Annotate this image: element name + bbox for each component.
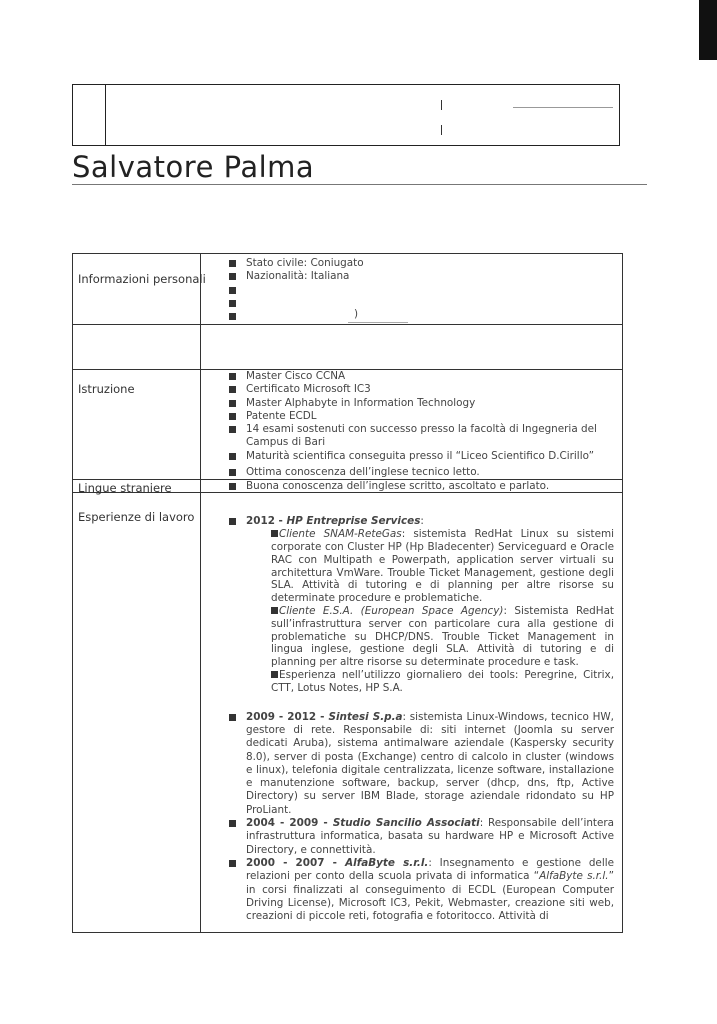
square-bullet-icon	[229, 400, 236, 407]
job-subitem: Cliente E.S.A. (European Space Agency): Sistemista RedHat sull’infrastruttura server con particolare cura alla gestione di problematiche su DHCP/DNS. Trouble Ticket Management in lingua inglese, gestione degli SLA. Attività di tutoring e di planning per altre risorse su determinate procedure e task.	[271, 605, 615, 669]
square-bullet-icon	[229, 260, 236, 267]
list-item	[229, 257, 614, 270]
list-item: Buona conoscenza dell’inglese scritto, ascoltato e parlato.	[229, 480, 614, 493]
square-bullet-icon	[229, 469, 236, 476]
job-item: 2009 - 2012 - Sintesi S.p.a: sistemista Linux-Windows, tecnico HW, gestore di rete. Responsabile di: siti internet (Joomla su server dedicati Aruba), sistema antimalware aziendale (Kaspersky security 8.0), server di posta (Exchange) centro di calcolo in cluster (windows e linux), telefonia digitale centralizzata, licenze software, installazione e manutenzione software, backup, server (dhcp, dns, ftp, Active Directory) su server IBM Blade, storage aziendale ridondato su HP ProLiant.	[229, 711, 614, 817]
list-item	[229, 270, 614, 283]
title-rule	[72, 184, 647, 185]
header-box-divider	[105, 85, 106, 145]
list-item	[229, 297, 614, 310]
square-bullet-icon	[229, 518, 236, 525]
square-bullet-icon	[271, 530, 278, 537]
square-bullet-icon	[229, 483, 236, 490]
square-bullet-icon	[229, 714, 236, 721]
list-item: Ottima conoscenza dell’inglese tecnico letto.	[229, 466, 614, 479]
square-bullet-icon	[271, 607, 278, 614]
education-list	[229, 370, 614, 463]
job-item: 2000 - 2007 - AlfaByte s.r.l.: Insegnamento e gestione delle relazioni per conto della scuola privata di informatica “AlfaByte s.r.l.” in corsi finalizzati al conseguimento di ECDL (European Computer Driving License), Microsoft IC3, Pekit, Webmaster, creazione siti web, creazioni di piccole reti, fotografia e fotoritocco. Attività di	[229, 857, 614, 923]
square-bullet-icon	[229, 860, 236, 867]
job-subitem: Esperienza nell’utilizzo giornaliero dei tools: Peregrine, Citrix, CTT, Lotus Notes, HP S.A.	[271, 669, 614, 694]
section-label-languages: Lingue straniere	[78, 481, 172, 495]
square-bullet-icon	[229, 287, 236, 294]
square-bullet-icon	[229, 300, 236, 307]
square-bullet-icon	[229, 386, 236, 393]
square-bullet-icon	[229, 373, 236, 380]
scan-edge-shadow	[699, 0, 717, 60]
page-title: Salvatore Palma	[72, 150, 315, 184]
personal-nationality: Nazionalità: Italiana	[246, 270, 350, 283]
list-item: Patente ECDL	[229, 410, 614, 423]
square-bullet-icon	[229, 273, 236, 280]
section-label-education: Istruzione	[78, 382, 135, 396]
header-mark	[441, 100, 442, 110]
personal-redacted-tail: )	[354, 308, 359, 321]
personal-list	[229, 257, 614, 327]
redacted-line	[348, 322, 408, 323]
list-item: Maturità scientifica conseguita presso il “Liceo Scientifico D.Cirillo”	[229, 450, 614, 463]
job-subitem: Cliente SNAM-ReteGas: sistemista RedHat Linux su sistemi corporate con Cluster HP (Hp Bladecenter) Serviceguard e Oracle RAC con Multipath e Powerpath, application server virtuali su architettura VmWare. Trouble Ticket Management, gestione degli SLA. Attività di tutoring e di planning per altre risorse su determinate procedure e problematiche.	[271, 528, 614, 605]
header-box	[72, 84, 620, 146]
list-item: 14 esami sostenuti con successo presso la facoltà di Ingegneria del Campus di Bari	[229, 423, 614, 450]
cv-table	[72, 253, 623, 933]
job-item: 2004 - 2009 - Studio Sancilio Associati: Responsabile dell’intera infrastruttura informatica, basata su hardware HP e Microsoft Active Directory, e connettività.	[229, 817, 614, 857]
list-item: Master Alphabyte in Information Technology	[229, 397, 614, 410]
square-bullet-icon	[229, 313, 236, 320]
column-divider	[200, 254, 201, 932]
job-item: 2012 - HP Entreprise Services:	[229, 515, 614, 528]
work-list	[229, 515, 614, 923]
square-bullet-icon	[229, 413, 236, 420]
square-bullet-icon	[271, 671, 278, 678]
personal-marital: Stato civile: Coniugato	[246, 257, 364, 269]
languages-list	[229, 466, 614, 494]
header-line	[513, 107, 613, 108]
section-label-work: Esperienze di lavoro	[78, 510, 195, 524]
square-bullet-icon	[229, 820, 236, 827]
list-item	[229, 284, 614, 297]
header-mark	[441, 125, 442, 135]
section-label-personal: Informazioni personali	[78, 272, 206, 286]
square-bullet-icon	[229, 453, 236, 460]
list-item	[229, 310, 614, 327]
list-item: Certificato Microsoft IC3	[229, 383, 614, 396]
list-item: Master Cisco CCNA	[229, 370, 614, 383]
square-bullet-icon	[229, 426, 236, 433]
